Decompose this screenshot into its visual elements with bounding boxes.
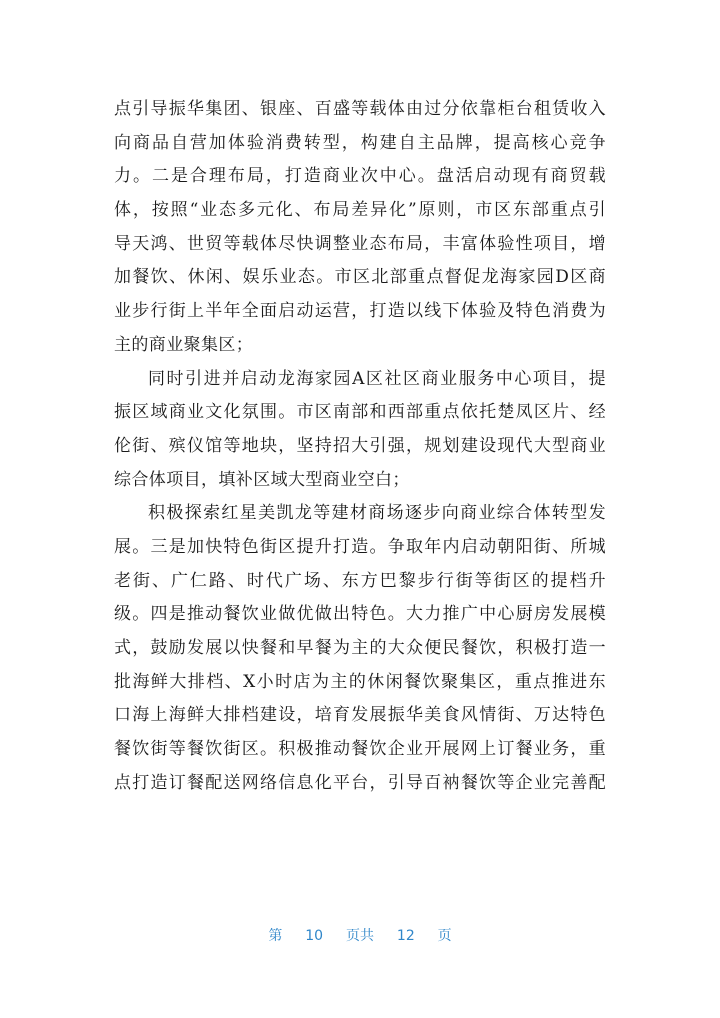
text-line: 向商品自营加体验消费转型，构建自主品牌，提高核心竞争 <box>114 132 606 153</box>
page-footer <box>0 925 720 945</box>
text-line: 餐饮街等餐饮街区。积极推动餐饮企业开展网上订餐业务，重 <box>114 739 606 760</box>
text-line: 业步行街上半年全面启动运营，打造以线下体验及特色消费为 <box>114 301 606 322</box>
text-line: 批海鲜大排档、X小时店为主的休闲餐饮聚集区，重点推进东 <box>114 671 606 692</box>
text-line: 口海上海鲜大排档建设，培育发展振华美食风情街、万达特色 <box>114 705 606 726</box>
text-line: 综合体项目，填补区域大型商业空白； <box>114 469 410 490</box>
body-text <box>114 93 606 800</box>
text-line: 主的商业聚集区； <box>114 334 254 355</box>
text-line: 展。三是加快特色街区提升打造。争取年内启动朝阳街、所城 <box>114 536 606 557</box>
text-line: 老街、广仁路、时代广场、东方巴黎步行街等街区的提档升 <box>114 570 606 591</box>
text-line: 力。二是合理布局，打造商业次中心。盘活启动现有商贸载 <box>114 166 606 187</box>
text-line: 式，鼓励发展以快餐和早餐为主的大众便民餐饮，积极打造一 <box>114 638 606 658</box>
total-pages: 12 <box>396 928 415 944</box>
text-line: 点引导振华集团、银座、百盛等载体由过分依靠柜台租赁收入 <box>114 99 606 119</box>
footer-suffix: 页 <box>437 928 452 944</box>
text-line: 伦街、殡仪馆等地块，坚持招大引强，规划建设现代大型商业 <box>114 435 606 456</box>
text-line: 导天鸿、世贸等载体尽快调整业态布局，丰富体验性项目，增 <box>114 233 606 254</box>
text-line: 体，按照“业态多元化、布局差异化”原则，市区东部重点引 <box>114 200 606 221</box>
text-line: 点打造订餐配送网络信息化平台，引导百衲餐饮等企业完善配 <box>114 772 606 793</box>
text-line: 级。四是推动餐饮业做优做出特色。大力推广中心厨房发展模 <box>114 604 606 625</box>
text-line: 加餐饮、休闲、娱乐业态。市区北部重点督促龙海家园D区商 <box>114 267 606 288</box>
paragraph-start-line: 积极探索红星美凯龙等建材商场逐步向商业综合体转型发 <box>148 503 606 524</box>
paragraph-start-line: 同时引进并启动龙海家园A区社区商业服务中心项目，提 <box>148 368 606 389</box>
current-page-number: 10 <box>305 928 324 944</box>
footer-prefix: 第 <box>268 928 283 944</box>
footer-middle: 页共 <box>346 928 374 944</box>
text-line: 振区域商业文化氛围。市区南部和西部重点依托楚凤区片、经 <box>114 402 606 423</box>
